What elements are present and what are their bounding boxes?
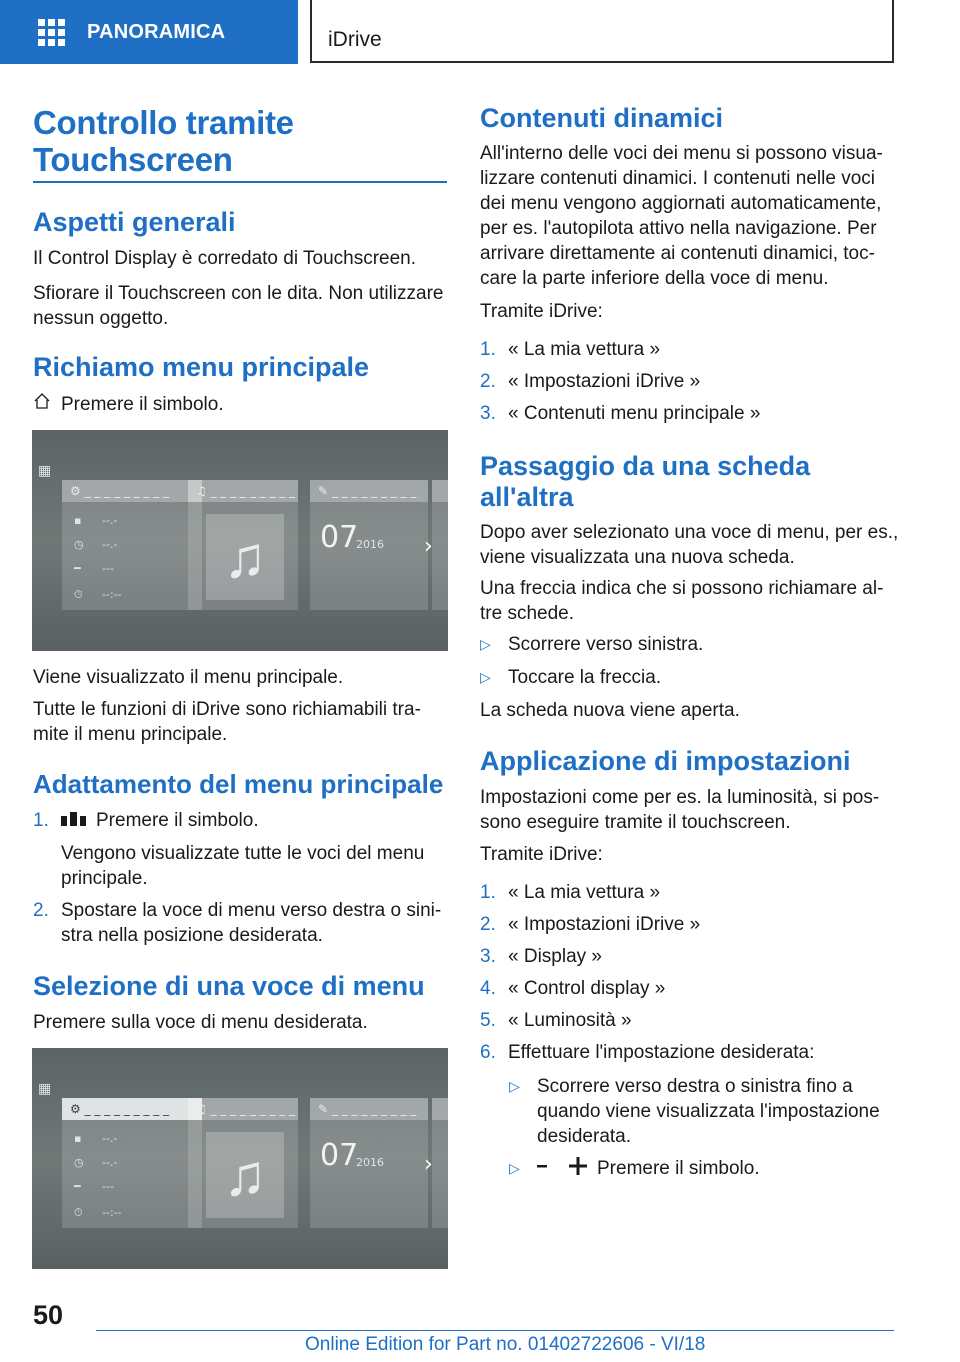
section-tab[interactable] bbox=[0, 0, 298, 64]
triangle-bullet-icon: ▷ bbox=[480, 636, 491, 652]
paragraph: All'interno delle voci dei menu si possono visua- lizzare contenuti dinamici. I contenuti nelle voci dei menu vengono aggiornati automaticamente, per es. l'autopilota attivo nella navigazione. Per arrivare direttamente ai contenuti dinamici, toc- care la parte inferiore della voce di menu. bbox=[480, 143, 883, 289]
home-icon bbox=[33, 392, 61, 417]
list-item: 6. Effettuare l'impostazione desiderata: bbox=[480, 1042, 815, 1063]
music-note-icon: ♫ bbox=[206, 514, 284, 600]
list-item: 3. « Display » bbox=[480, 946, 602, 967]
triangle-bullet-icon: ▷ bbox=[480, 669, 491, 685]
paragraph: Sfiorare il Touchscreen con le dita. Non utilizzare nessun oggetto. bbox=[33, 283, 444, 329]
minus-plus-icon bbox=[537, 1156, 597, 1183]
list-item: 1. Premere il simbolo. bbox=[33, 810, 259, 831]
paragraph: Tramite iDrive: bbox=[480, 844, 603, 865]
menu-tile-partial bbox=[432, 480, 448, 610]
paragraph: La scheda nuova viene aperta. bbox=[480, 700, 740, 721]
list-item: ▷ Scorrere verso sinistra. bbox=[480, 634, 704, 655]
steps-list bbox=[480, 337, 760, 426]
menu-tile-communication: ✎ _ _ _ _ _ _ _ _ _ 07 2016 bbox=[310, 480, 428, 610]
page-title bbox=[33, 104, 294, 178]
paragraph: Una freccia indica che si possono richiamare al- tre schede. bbox=[480, 578, 884, 624]
list-item: 5. « Luminosità » bbox=[480, 1010, 632, 1031]
heading-passaggio-scheda: Passaggio da una scheda all'altra bbox=[480, 451, 811, 512]
menu-bars-icon bbox=[61, 808, 96, 833]
sub-list-item: ▷ Scorrere verso destra o sinistra fino a quando viene visualizzata l'impostazione desiderata. bbox=[509, 1076, 880, 1147]
paragraph: Impostazioni come per es. la luminosità, si pos- sono eseguire tramite il touchscreen. bbox=[480, 787, 880, 833]
paragraph: Tutte le funzioni di iDrive sono richiamabili tra- mite il menu principale. bbox=[33, 699, 421, 745]
list-item: 1. « La mia vettura » bbox=[480, 882, 661, 903]
title-rule bbox=[33, 181, 447, 183]
heading-selezione-voce: Selezione di una voce di menu bbox=[33, 971, 425, 1001]
list-item: 1. « La mia vettura » bbox=[480, 339, 661, 360]
page-number: 50 bbox=[33, 1300, 64, 1330]
list-item: 3. « Contenuti menu principale » bbox=[480, 403, 761, 424]
menu-icon: ▦ bbox=[38, 463, 52, 479]
tile-header-selected: ⚙ _ _ _ _ _ _ _ _ _ bbox=[62, 1098, 202, 1120]
paragraph: Viene visualizzato il menu principale. bbox=[33, 667, 344, 688]
triangle-bullet-icon: ▷ bbox=[509, 1160, 520, 1176]
music-note-icon: ♫ bbox=[206, 1132, 284, 1218]
page-title-line1: Controllo tramite bbox=[33, 104, 294, 141]
footer-edition[interactable]: Online Edition for Part no. 01402722606 - VI/18 bbox=[305, 1334, 706, 1355]
bullet-list bbox=[480, 632, 703, 690]
arrow-right-icon: › bbox=[424, 534, 433, 559]
list-item: 4. « Control display » bbox=[480, 978, 666, 999]
heading-contenuti-dinamici: Contenuti dinamici bbox=[480, 103, 723, 133]
heading-applicazione-impostazioni: Applicazione di impostazioni bbox=[480, 746, 851, 776]
footer-rule bbox=[96, 1330, 894, 1331]
breadcrumb[interactable]: iDrive bbox=[328, 28, 382, 51]
tile-header: ⚙ _ _ _ _ _ _ _ _ _ bbox=[62, 480, 202, 502]
page-title-line2: Touchscreen bbox=[33, 141, 233, 178]
list-item: 2. « Impostazioni iDrive » bbox=[480, 371, 701, 392]
paragraph: Premere sulla voce di menu desiderata. bbox=[33, 1012, 368, 1033]
paragraph: Tramite iDrive: bbox=[480, 301, 603, 322]
heading-richiamo-menu: Richiamo menu principale bbox=[33, 352, 370, 382]
list-item: 2. « Impostazioni iDrive » bbox=[480, 914, 701, 935]
menu-tile-communication: ✎ _ _ _ _ _ _ _ _ _ 07 2016 bbox=[310, 1098, 428, 1228]
menu-tile-media: ♫ _ _ _ _ _ _ _ _ _ ♫ bbox=[188, 480, 298, 610]
heading-aspetti-generali: Aspetti generali bbox=[33, 207, 236, 237]
grid-icon bbox=[38, 19, 65, 46]
list-item-detail: Vengono visualizzate tutte le voci del menu principale. bbox=[61, 843, 425, 889]
list-item: ▷ Toccare la freccia. bbox=[480, 667, 662, 688]
menu-selection-screenshot bbox=[32, 1048, 448, 1269]
list-item: 2. Spostare la voce di menu verso destra o sini- stra nella posizione desiderata. bbox=[33, 900, 442, 946]
section-tab-label: PANORAMICA bbox=[87, 20, 226, 43]
main-menu-screenshot bbox=[32, 430, 448, 651]
triangle-bullet-icon: ▷ bbox=[509, 1078, 520, 1094]
steps-list bbox=[480, 880, 814, 1065]
breadcrumb-box bbox=[310, 0, 894, 63]
sub-list-item: ▷ Premere il simbolo. bbox=[509, 1156, 760, 1183]
instruction-row: Premere il simbolo. bbox=[33, 392, 224, 417]
menu-tile-vehicle: ⚙ _ _ _ _ _ _ _ _ _ ▪ --.- ◷ --.- ━ --- ⏱ --:-- bbox=[62, 480, 202, 610]
menu-icon: ▦ bbox=[38, 1081, 52, 1097]
heading-adattamento-menu: Adattamento del menu principale bbox=[33, 769, 444, 799]
menu-tile-vehicle: ⚙ _ _ _ _ _ _ _ _ _ ▪ --.- ◷ --.- ━ --- ⏱ --:-- bbox=[62, 1098, 202, 1228]
paragraph: Dopo aver selezionato una voce di menu, per es., viene visualizzata una nuova scheda. bbox=[480, 522, 899, 568]
arrow-right-icon: › bbox=[424, 1152, 433, 1177]
menu-tile-partial bbox=[432, 1098, 448, 1228]
paragraph: Il Control Display è corredato di Touchscreen. bbox=[33, 248, 417, 269]
menu-tile-media: ♫ _ _ _ _ _ _ _ _ _ ♫ bbox=[188, 1098, 298, 1228]
